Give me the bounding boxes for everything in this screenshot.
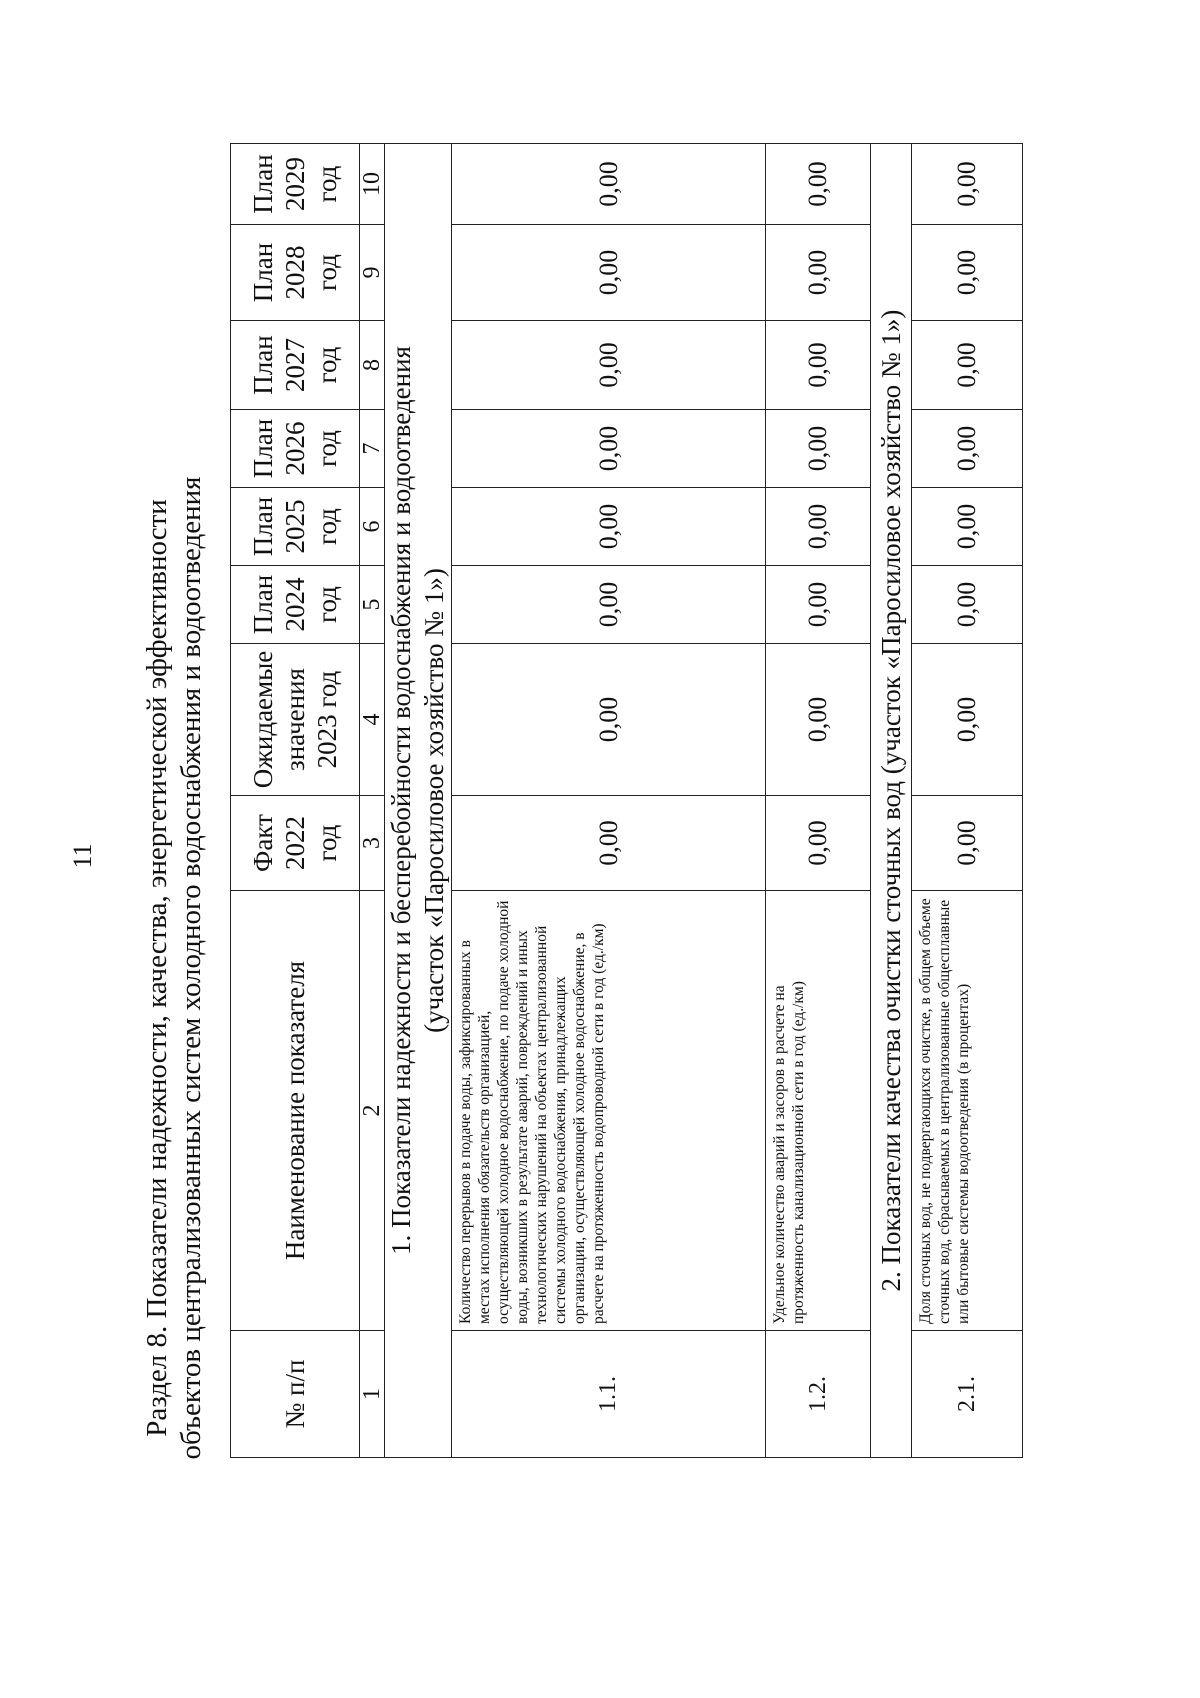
row-id: 1.2. [766, 1331, 871, 1458]
section-1-line-2: (участок «Паросиловое хозяйство № 1») [419, 568, 449, 1033]
value-plan-2025: 0,00 [912, 488, 1023, 566]
indicator-name: Доля сточных вод, не подвергающихся очистке, в общем объеме сточных вод, сбрасываемых в централизованные общесплавные или бытовые системы водоотведения (в процентах) [912, 891, 1023, 1331]
value-plan-2024: 0,00 [766, 566, 871, 644]
value-plan-2027: 0,00 [912, 321, 1023, 410]
value-expected-2023: 0,00 [766, 644, 871, 796]
header-plan-2027: План 2027 год [231, 321, 360, 410]
column-number: 7 [360, 410, 385, 488]
table-row-2-1 [912, 144, 1023, 1458]
value-plan-2027: 0,00 [452, 321, 766, 410]
value-plan-2028: 0,00 [766, 225, 871, 321]
header-plan-2028: План 2028 год [231, 225, 360, 321]
header-plan-2025: План 2025 год [231, 488, 360, 566]
header-row [231, 144, 360, 1458]
section-2-row [871, 144, 912, 1458]
value-plan-2024: 0,00 [912, 566, 1023, 644]
column-number: 9 [360, 225, 385, 321]
section-1-line-1: 1. Показатели надежности и бесперебойности водоснабжения и водоотведения [386, 346, 416, 1255]
value-plan-2025: 0,00 [452, 488, 766, 566]
value-expected-2023: 0,00 [912, 644, 1023, 796]
value-fact-2022: 0,00 [912, 796, 1023, 891]
value-plan-2028: 0,00 [912, 225, 1023, 321]
value-plan-2026: 0,00 [452, 410, 766, 488]
column-number: 3 [360, 796, 385, 891]
title-line-1: Раздел 8. Показатели надежности, качества, энергетической эффективности [141, 499, 173, 1437]
header-indicator-name: Наименование показателя [231, 891, 360, 1331]
value-plan-2028: 0,00 [452, 225, 766, 321]
value-fact-2022: 0,00 [452, 796, 766, 891]
column-number: 5 [360, 566, 385, 644]
value-plan-2027: 0,00 [766, 321, 871, 410]
value-plan-2026: 0,00 [912, 410, 1023, 488]
value-expected-2023: 0,00 [452, 644, 766, 796]
indicator-name: Удельное количество аварий и засоров в расчете на протяженность канализационной сети в год (ед./км) [766, 891, 871, 1331]
value-plan-2024: 0,00 [452, 566, 766, 644]
table-row-1-2 [766, 144, 871, 1458]
column-number: 6 [360, 488, 385, 566]
column-number: 1 [360, 1331, 385, 1458]
value-plan-2029: 0,00 [452, 144, 766, 225]
page-number: 11 [68, 843, 97, 869]
column-number: 8 [360, 321, 385, 410]
section-1-row [385, 144, 452, 1458]
indicators-table [230, 143, 1023, 1458]
value-plan-2025: 0,00 [766, 488, 871, 566]
header-plan-2029: План 2029 год [231, 144, 360, 225]
header-plan-2026: План 2026 год [231, 410, 360, 488]
header-number: № п/п [231, 1331, 360, 1458]
column-number: 2 [360, 891, 385, 1331]
header-fact-2022: Факт 2022 год [231, 796, 360, 891]
value-plan-2029: 0,00 [912, 144, 1023, 225]
header-expected-2023: Ожидаемые значения 2023 год [231, 644, 360, 796]
section-2-heading: 2. Показатели качества очистки сточных вод (участок «Паросиловое хозяйство № 1») [871, 144, 912, 1458]
row-id: 1.1. [452, 1331, 766, 1458]
table-row-1-1 [452, 144, 766, 1458]
column-number: 4 [360, 644, 385, 796]
row-id: 2.1. [912, 1331, 1023, 1458]
indicator-name: Количество перерывов в подаче воды, зафиксированных в местах исполнения обязательств организацией, осуществляющей холодное водоснабжение, по подаче холодной воды, возникших в результате аварий, повреждений и иных технологических нарушений на объектах централизованной системы холодного водоснабжения, принадлежащих организации, осуществляющей холодное водоснабжение, в расчете на протяженность водопроводной сети в год (ед./км) [452, 891, 766, 1331]
value-fact-2022: 0,00 [766, 796, 871, 891]
value-plan-2026: 0,00 [766, 410, 871, 488]
section-1-heading [385, 144, 452, 1458]
header-plan-2024: План 2024 год [231, 566, 360, 644]
column-number: 10 [360, 144, 385, 225]
section-title [140, 388, 208, 1548]
value-plan-2029: 0,00 [766, 144, 871, 225]
column-number-row [360, 144, 385, 1458]
title-line-2: объектов централизованных систем холодного водоснабжения и водоотведения [175, 476, 207, 1460]
